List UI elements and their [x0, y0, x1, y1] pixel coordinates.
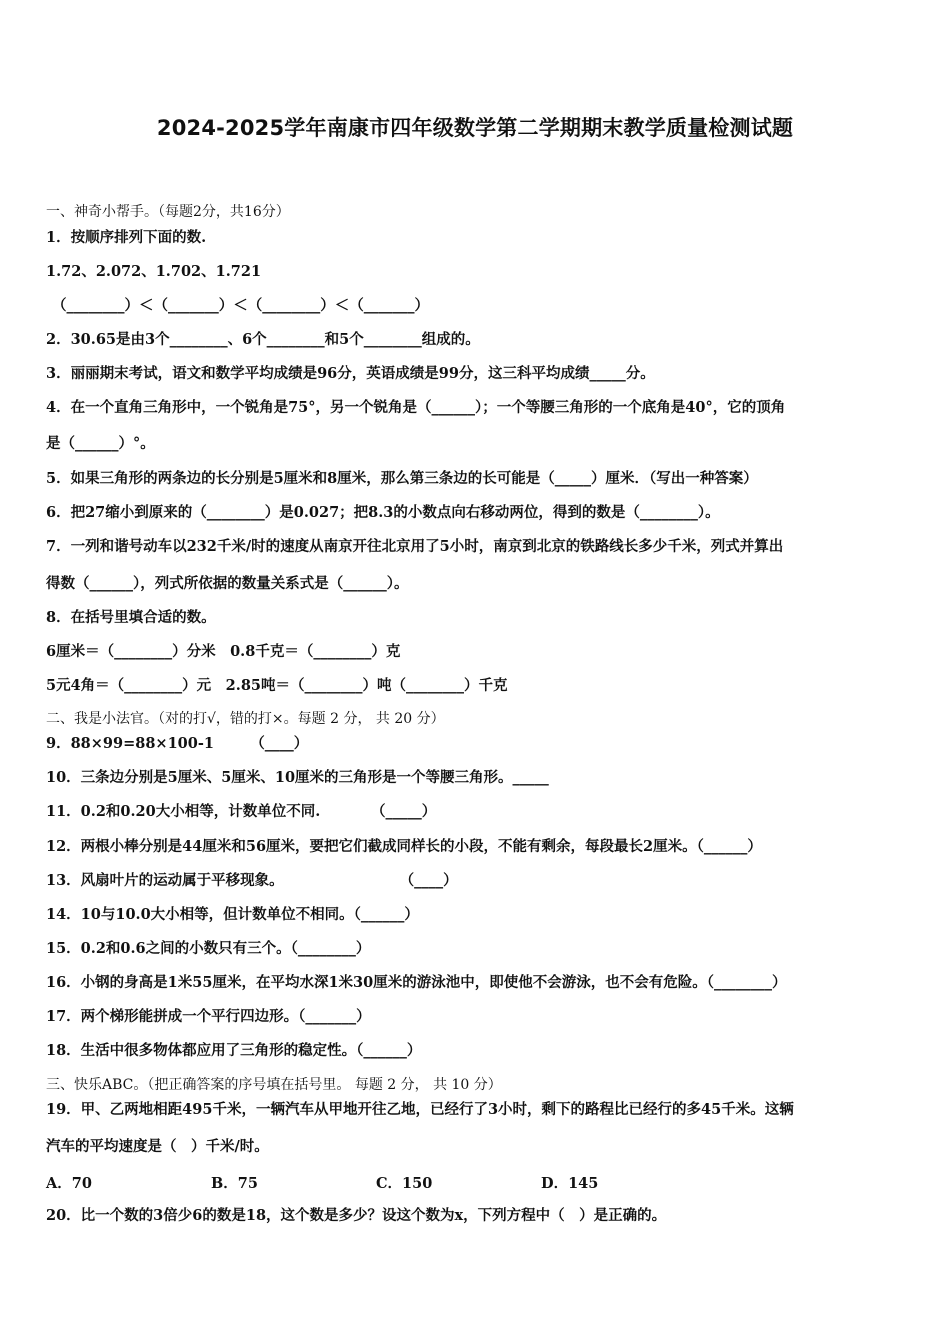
- question-4-line-2: 是（______）°。: [46, 435, 155, 452]
- page-title: 2024-2025学年南康市四年级数学第二学期期末教学质量检测试题: [156, 116, 794, 140]
- option-b: B．75: [211, 1175, 258, 1192]
- question-12: 12．两根小棒分别是44厘米和56厘米，要把它们截成同样长的小段，不能有剩余，每段最长2厘米。（______）: [46, 838, 762, 855]
- question-14: 14．10与10.0大小相等，但计数单位不相同。（______）: [46, 906, 419, 923]
- question-19-line-1: 19．甲、乙两地相距495千米，一辆汽车从甲地开往乙地，已经行了3小时，剩下的路程比已经行的多45千米。这辆: [46, 1101, 794, 1118]
- question-1: 1．按顺序排列下面的数.: [46, 229, 207, 246]
- question-5: 5．如果三角形的两条边的长分别是5厘米和8厘米，那么第三条边的长可能是（_____）厘米．（写出一种答案）: [46, 470, 758, 487]
- question-10: 10．三条边分别是5厘米、5厘米、10厘米的三角形是一个等腰三角形。_____: [46, 769, 549, 786]
- question-13: 13．风扇叶片的运动属于平移现象。 （____）: [46, 872, 458, 889]
- question-19-line-2: 汽车的平均速度是（ ）千米/时。: [46, 1138, 269, 1155]
- question-17: 17．两个梯形能拼成一个平行四边形。（_______）: [46, 1008, 371, 1025]
- question-3: 3．丽丽期末考试，语文和数学平均成绩是96分，英语成绩是99分，这三科平均成绩_____分。: [46, 365, 655, 382]
- question-6: 6．把27缩小到原来的（________）是0.027；把8.3的小数点向右移动两位，得到的数是（________）。: [46, 504, 720, 521]
- question-11: 11．0.2和0.20大小相等，计数单位不同. （_____）: [46, 803, 437, 820]
- option-c: C．150: [376, 1175, 433, 1192]
- option-a: A．70: [46, 1175, 92, 1192]
- question-9: 9．88×99=88×100-1 （____）: [46, 735, 309, 752]
- question-16: 16．小钢的身高是1米55厘米，在平均水深1米30厘米的游泳池中，即使他不会游泳，也不会有危险。（________）: [46, 974, 787, 991]
- question-8: 8．在括号里填合适的数。: [46, 609, 216, 626]
- question-18: 18．生活中很多物体都应用了三角形的稳定性。（______）: [46, 1042, 422, 1059]
- question-7-line-1: 7．一列和谐号动车以232千米/时的速度从南京开往北京用了5小时，南京到北京的铁路线长多少千米，列式并算出: [46, 538, 784, 555]
- question-1-blanks: （________）＜（_______）＜（________）＜（_______）: [52, 297, 429, 314]
- question-15: 15．0.2和0.6之间的小数只有三个。（________）: [46, 940, 371, 957]
- question-20: 20．比一个数的3倍少6的数是18，这个数是多少？设这个数为x，下列方程中（ ）是正确的。: [46, 1207, 667, 1224]
- question-7-line-2: 得数（______），列式所依据的数量关系式是（______）。: [46, 575, 409, 592]
- section-heading: 三、快乐ABC。（把正确答案的序号填在括号里。 每题 2 分， 共 10 分）: [46, 1077, 502, 1093]
- question-1-numbers: 1.72、2.072、1.702、1.721: [46, 263, 262, 280]
- section-heading: 二、我是小法官。（对的打√，错的打×。每题 2 分， 共 20 分）: [46, 711, 445, 727]
- question-4-line-1: 4．在一个直角三角形中，一个锐角是75°，另一个锐角是（______）；一个等腰三角形的一个底角是40°，它的顶角: [46, 399, 786, 416]
- section-heading: 一、神奇小帮手。（每题2分，共16分）: [46, 204, 290, 220]
- question-8-line-2: 5元4角＝（________）元 2.85吨＝（________）吨（________）千克: [46, 677, 508, 694]
- question-8-line-1: 6厘米＝（________）分米 0.8千克＝（________）克: [46, 643, 401, 660]
- question-2: 2．30.65是由3个________、6个________和5个________组成的。: [46, 331, 480, 348]
- option-d: D．145: [541, 1175, 599, 1192]
